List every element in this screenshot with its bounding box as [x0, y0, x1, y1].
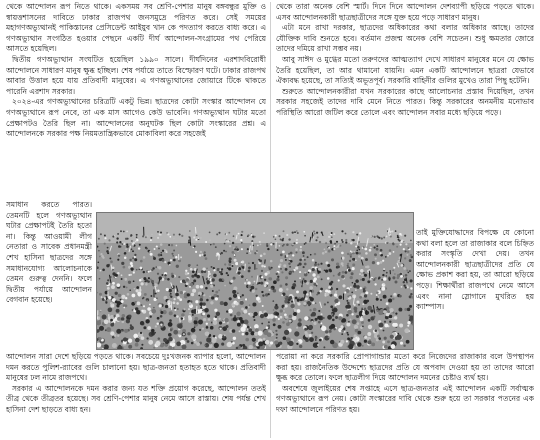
article-column-left-bottom — [6, 352, 266, 440]
article-column-right-top — [276, 2, 534, 228]
paragraph: পরোয়া না করে সরকারি প্রোপাগান্ডার মতো করে নিজেদের রাজাকার বলে উপস্থাপন করা হয়। রাজনৈতিক উদ্দেশ্যে ছাত্রদের প্রতি যে অপবাদ দেওয়া হয় তা তাদের আরো ক্ষুব্ধ করে তোলে। ফলে ছাত্রলীগ দিয়ে আন্দোলন দমনের চেষ্টাও ব্যর্থ হয়। — [276, 352, 534, 383]
article-column-left-top — [6, 2, 266, 200]
paragraph: দ্বিতীয় গণঅভ্যুত্থান সংঘটিত হয়েছিল ১৯৯০ সালে। দীর্ঘদিনের এরশাদবিরোধী আন্দোলনে সাধারণ মানুষ ক্ষুব্ধ হচ্ছিল। শেষ পর্যায়ে তাতে বিস্ফোরণ ঘটে। ঢাকার রাজপথ আবার উত্তাল হয়ে যায় প্রতিবাদী মানুষের। এ গণঅভ্যুত্থানের জোয়ারে টিকে থাকতে পারেনি এরশাদ সরকার। — [6, 54, 266, 96]
paragraph: শুরুতে আন্দোলনকারীরা যখন সরকারের কাছে আলোচনার প্রস্তাব দিয়েছিল, তখন সরকার সহজেই তাদের দাবি মেনে নিতে পারত। কিন্তু সরকারের অনমনীয় মনোভাব পরিস্থিতি আরো জটিল করে তোলে এবং আন্দোলন সবার মধ্যে ছড়িয়ে পড়ে। — [276, 86, 534, 117]
article-column-left-narrow — [6, 200, 92, 350]
paragraph: থেকে তারা অনেক বেশি স্মার্ট। দিনে দিনে আন্দোলন দেশব্যাপী ছড়িয়ে পড়তে থাকে। এসব আন্দোলনকারী ছাত্রছাত্রীদের সঙ্গে যুক্ত হয়ে পড়ে সাধারণ মানুষ। — [276, 2, 534, 22]
paragraph: সমাধান করতে পারত। তেমনটি হলে গণঅভ্যুত্থান ঘটার প্রেক্ষাপটই তৈরি হতো না। কিন্তু আওয়ামী লীগ নেতারা ও সাবেক প্রধানমন্ত্রী শেখ হাসিনা ছাত্রদের সঙ্গে সমাধানযোগ্য আলোচনাকে তেমন গুরুত্ব দেননি। ফলে দ্বিতীয় পর্যায়ে আন্দোলন বেগবান হয়েছে। — [6, 200, 92, 305]
crowd-photo — [96, 212, 414, 350]
paragraph: সরকার এ আন্দোলনকে দমন করার জন্য যত শক্তি প্রয়োগ করেছে, আন্দোলন ততই তীব্র থেকে তীব্রতর হয়েছে। সব শ্রেণি-পেশার মানুষ নেমে আসে রাস্তায়। শেষ পর্যন্ত শেখ হাসিনা দেশ ছাড়তে বাধ্য হন। — [6, 383, 266, 414]
paragraph: আন্দোলন সারা দেশে ছড়িয়ে পড়তে থাকে। সবচেয়ে দুঃখজনক ব্যাপার হলো, আন্দোলন দমন করতে পুলিশ-র‍্যাবের গুলি চালানো হয়। ছাত্র-জনতা হতাহত হতে থাকে। প্রতিবাদী মানুষের ঢল নামে রাজপথে। — [6, 352, 266, 383]
crowd-photo-image — [97, 213, 413, 349]
article-column-right-bottom — [276, 352, 534, 440]
paragraph: ২০২৪-এর গণঅভ্যুত্থানের চরিত্রটি একটু ভিন্ন। ছাত্রদের কোটা সংস্কার আন্দোলন যে গণঅভ্যুত্থানে রূপ নেবে, তা এক মাস আগেও কেউ ভাবেনি। গণঅভ্যুত্থান ঘটার মতো প্রেক্ষাপটও তৈরি ছিল না। আন্দোলনের অনুঘটক ছিল কোটা সংস্কারের প্রশ্ন। এ আন্দোলনকে সরকার পক্ষ নিয়মতান্ত্রিকভাবে মোকাবিলা করে সহজেই — [6, 97, 266, 139]
paragraph: আবু সাঈদ ও মুগ্ধের মতো তরুণদের আত্মত্যাগ দেখে সাধারণ মানুষের মনে যে ক্ষোভ তৈরি হয়েছিল, তা আর থামানো যায়নি। এমন একটি আন্দোলনে ছাত্ররা যেভাবে ঐক্যবদ্ধ হয়েছে, তা সত্যিই অভূতপূর্ব। সরকারি বাহিনীর গুলির মুখেও তারা পিছু হটেনি। — [276, 54, 534, 86]
paragraph: তাই মুক্তিযোদ্ধাদের বিপক্ষে যে কোনো কথা বলা হলে তা রাজাকার বলে চিহ্নিত করার সংস্কৃতি দেখা দেয়। তখন আন্দোলনকারী ছাত্রছাত্রীদের প্রতি যে ক্ষোভ প্রকাশ করা হয়, তা আরো ছড়িয়ে পড়ে। শিক্ষার্থীরা রাজপথে নেমে আসে এবং নানা স্লোগানে মুখরিত হয় ক্যাম্পাস। — [416, 228, 534, 312]
article-column-right-narrow — [416, 228, 534, 350]
paragraph: এটা মনে রাখা দরকার, ছাত্রদের অধিকারের কথা বলার অধিকার আছে। তাদের যৌক্তিক দাবি শুনতে হবে। বর্তমান প্রজন্ম অনেক বেশি সচেতন। শুধু ক্ষমতার জোরে তাদের দমিয়ে রাখা সম্ভব নয়। — [276, 23, 534, 54]
paragraph: থেকে আন্দোলন রূপ নিতে থাকে। একসময় সব শ্রেণি-পেশার মানুষ বঙ্গবন্ধুর মুক্তি ও স্বায়ত্তশাসনের দাবিতে ঢাকার রাজপথ জনসমুদ্রে পরিণত করে। সেই সময়ের মহাগণঅভ্যুত্থানই পাকিস্তানের প্রেসিডেন্ট আইয়ুব খান কে পদত্যাগ করতে বাধ্য করে। এ গণঅভ্যুত্থান সংগঠিত হওয়ার পেছনে একটি দীর্ঘ আন্দোলন-সংগ্রামের পথ পেরিয়ে আসতে হয়েছিল। — [6, 2, 266, 54]
paragraph: অবশেষে জুলাইয়ের শেষ সপ্তাহে এসে ছাত্র-জনতার এই আন্দোলন একটি সর্বাত্মক গণঅভ্যুত্থানে রূপ নেয়। কোটা সংস্কারের দাবি থেকে শুরু হয়ে তা সরকার পতনের এক দফা আন্দোলনে পরিণত হয়। — [276, 383, 534, 414]
